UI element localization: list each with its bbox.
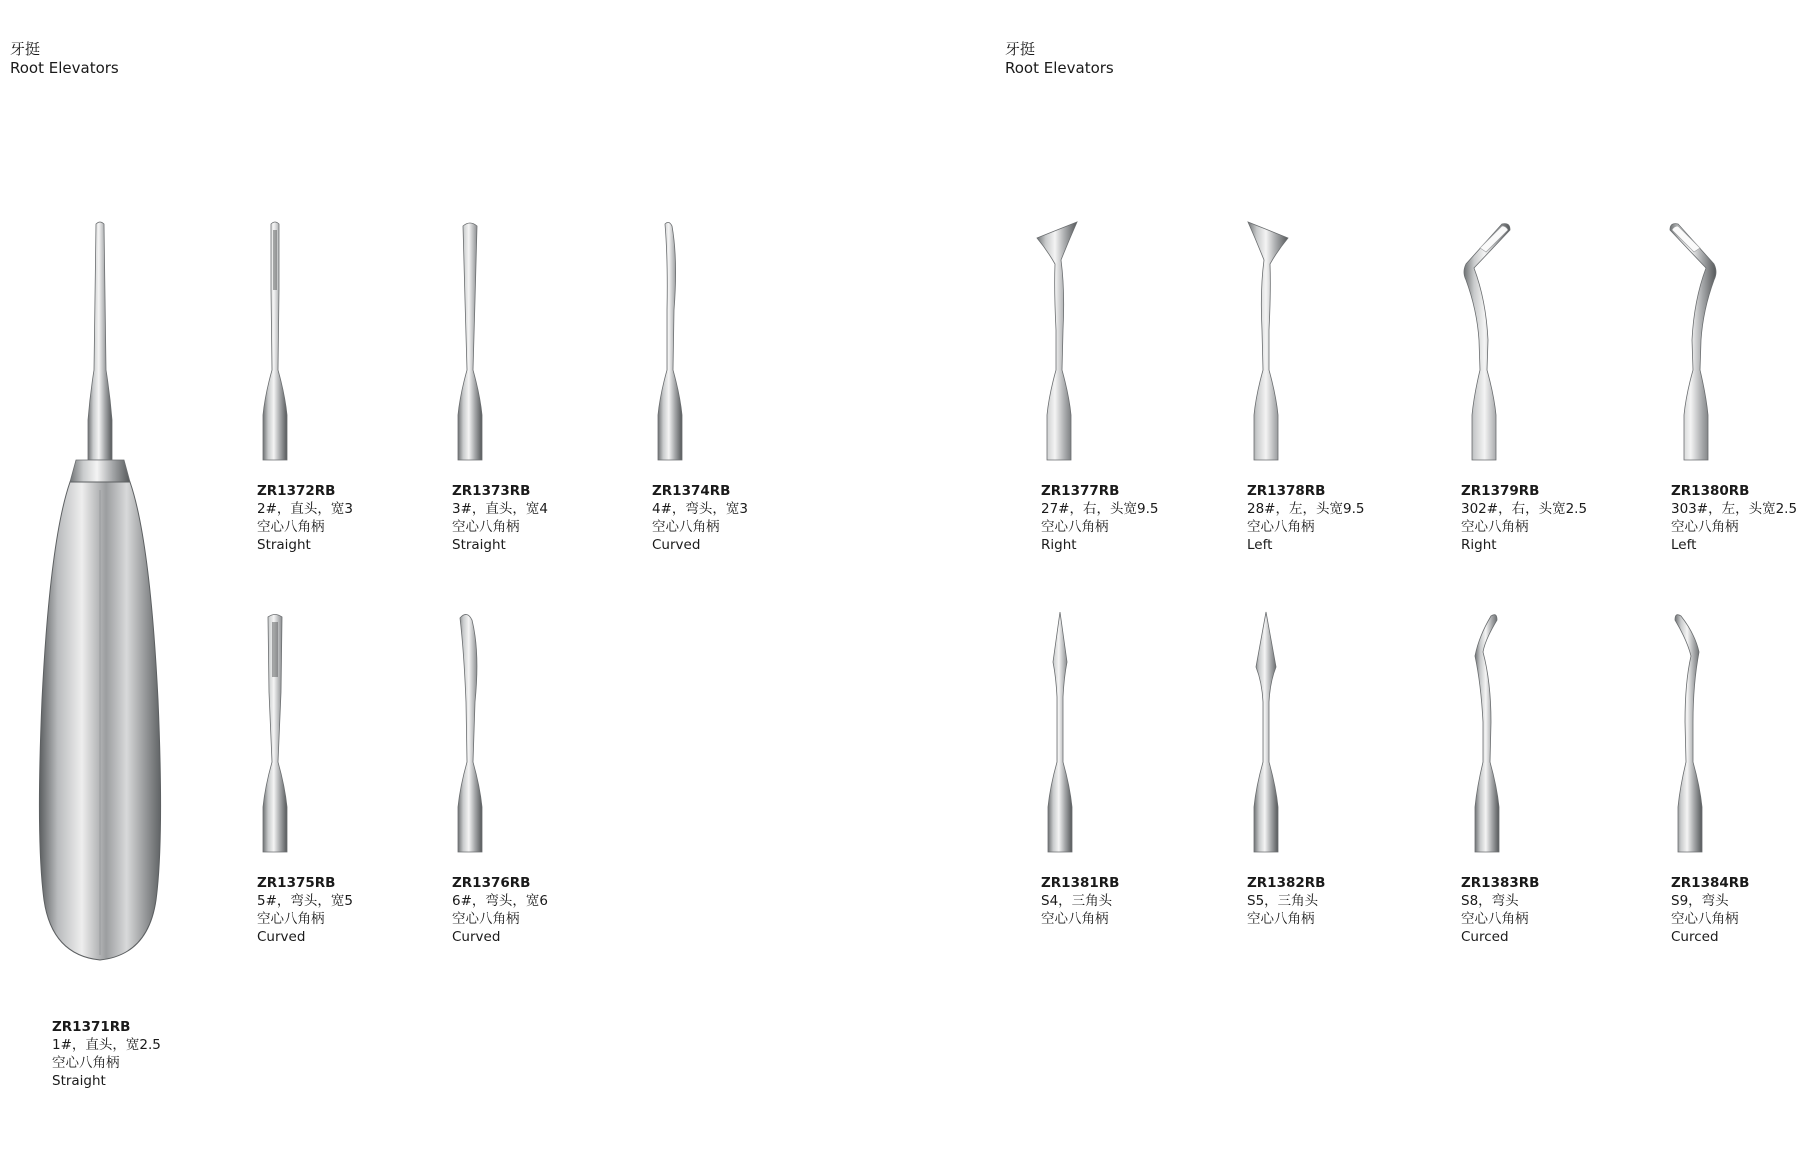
product-caption	[257, 482, 353, 554]
product-code: ZR1384RB	[1671, 875, 1750, 891]
section-header-right	[1005, 40, 1114, 78]
product-handle: 空心八角柄	[1671, 911, 1739, 927]
product-spec: 27#，右，头宽9.5	[1041, 501, 1159, 517]
bent-left-tip-icon	[1660, 220, 1740, 460]
product-handle: 空心八角柄	[1461, 911, 1529, 927]
section-title-en: Root Elevators	[1005, 59, 1114, 77]
product-spec: 6#，弯头，宽6	[452, 893, 548, 909]
product-type: Straight	[452, 537, 506, 553]
curved-tip-icon	[650, 220, 690, 460]
product-type: Curced	[1461, 929, 1509, 945]
product-handle: 空心八角柄	[257, 519, 325, 535]
product-code: ZR1373RB	[452, 483, 531, 499]
s-curve-left-tip-icon	[1663, 612, 1723, 852]
product-type: Straight	[257, 537, 311, 553]
straight-elevator-icon	[30, 220, 170, 965]
section-title-cn: 牙挺	[10, 40, 41, 58]
product-spec: 303#，左，头宽2.5	[1671, 501, 1798, 517]
product-caption	[257, 874, 353, 946]
product-caption	[1461, 482, 1587, 554]
product-handle: 空心八角柄	[1041, 911, 1109, 927]
product-caption	[1041, 874, 1119, 928]
product-spec: 2#，直头，宽3	[257, 501, 353, 517]
angled-left-tip-icon	[1240, 220, 1290, 460]
section-header-left	[10, 40, 119, 78]
product-code: ZR1377RB	[1041, 483, 1120, 499]
product-spec: S4，三角头	[1041, 893, 1113, 909]
product-spec: S5，三角头	[1247, 893, 1319, 909]
product-code: ZR1375RB	[257, 875, 336, 891]
section-title-en: Root Elevators	[10, 59, 119, 77]
product-spec: 4#，弯头，宽3	[652, 501, 748, 517]
product-spec: S8，弯头	[1461, 893, 1519, 909]
product-caption	[652, 482, 748, 554]
product-handle: 空心八角柄	[1247, 519, 1315, 535]
product-caption	[52, 1018, 161, 1090]
product-handle: 空心八角柄	[452, 911, 520, 927]
product-spec: 3#，直头，宽4	[452, 501, 548, 517]
product-type: Left	[1671, 537, 1697, 553]
product-handle: 空心八角柄	[1671, 519, 1739, 535]
product-code: ZR1376RB	[452, 875, 531, 891]
product-type: Curved	[452, 929, 501, 945]
product-spec: 5#，弯头，宽5	[257, 893, 353, 909]
product-code: ZR1372RB	[257, 483, 336, 499]
product-caption	[452, 874, 548, 946]
product-handle: 空心八角柄	[1041, 519, 1109, 535]
product-spec: 1#，直头，宽2.5	[52, 1037, 161, 1053]
product-caption	[452, 482, 548, 554]
curved-tip-icon	[450, 612, 490, 852]
product-spec: 302#，右，头宽2.5	[1461, 501, 1588, 517]
product-handle: 空心八角柄	[257, 911, 325, 927]
product-type: Left	[1247, 537, 1273, 553]
product-caption	[1671, 874, 1749, 946]
product-handle: 空心八角柄	[452, 519, 520, 535]
product-handle: 空心八角柄	[1461, 519, 1529, 535]
product-code: ZR1371RB	[52, 1019, 131, 1035]
product-handle: 空心八角柄	[52, 1055, 120, 1071]
product-code: ZR1379RB	[1461, 483, 1540, 499]
section-title-cn: 牙挺	[1005, 40, 1036, 58]
product-code: ZR1374RB	[652, 483, 731, 499]
product-type: Right	[1461, 537, 1497, 553]
product-code: ZR1381RB	[1041, 875, 1120, 891]
straight-tip-icon	[255, 220, 295, 460]
product-code: ZR1380RB	[1671, 483, 1750, 499]
product-caption	[1247, 482, 1364, 554]
product-type: Curved	[652, 537, 701, 553]
product-caption	[1671, 482, 1797, 554]
bent-right-tip-icon	[1440, 220, 1520, 460]
product-type: Straight	[52, 1073, 106, 1089]
product-handle: 空心八角柄	[1247, 911, 1315, 927]
product-code: ZR1378RB	[1247, 483, 1326, 499]
product-caption	[1461, 874, 1539, 946]
product-caption	[1041, 482, 1158, 554]
product-type: Curved	[257, 929, 306, 945]
triangle-tip-icon	[1246, 612, 1286, 852]
angled-right-tip-icon	[1035, 220, 1085, 460]
triangle-tip-icon	[1040, 612, 1080, 852]
product-caption	[1247, 874, 1325, 928]
product-handle: 空心八角柄	[652, 519, 720, 535]
s-curve-tip-icon	[1455, 612, 1515, 852]
product-code: ZR1383RB	[1461, 875, 1540, 891]
product-type: Right	[1041, 537, 1077, 553]
product-type: Curced	[1671, 929, 1719, 945]
straight-tip-icon	[450, 220, 490, 460]
product-spec: S9，弯头	[1671, 893, 1729, 909]
product-code: ZR1382RB	[1247, 875, 1326, 891]
product-spec: 28#，左，头宽9.5	[1247, 501, 1365, 517]
straight-tip-icon	[255, 612, 295, 852]
